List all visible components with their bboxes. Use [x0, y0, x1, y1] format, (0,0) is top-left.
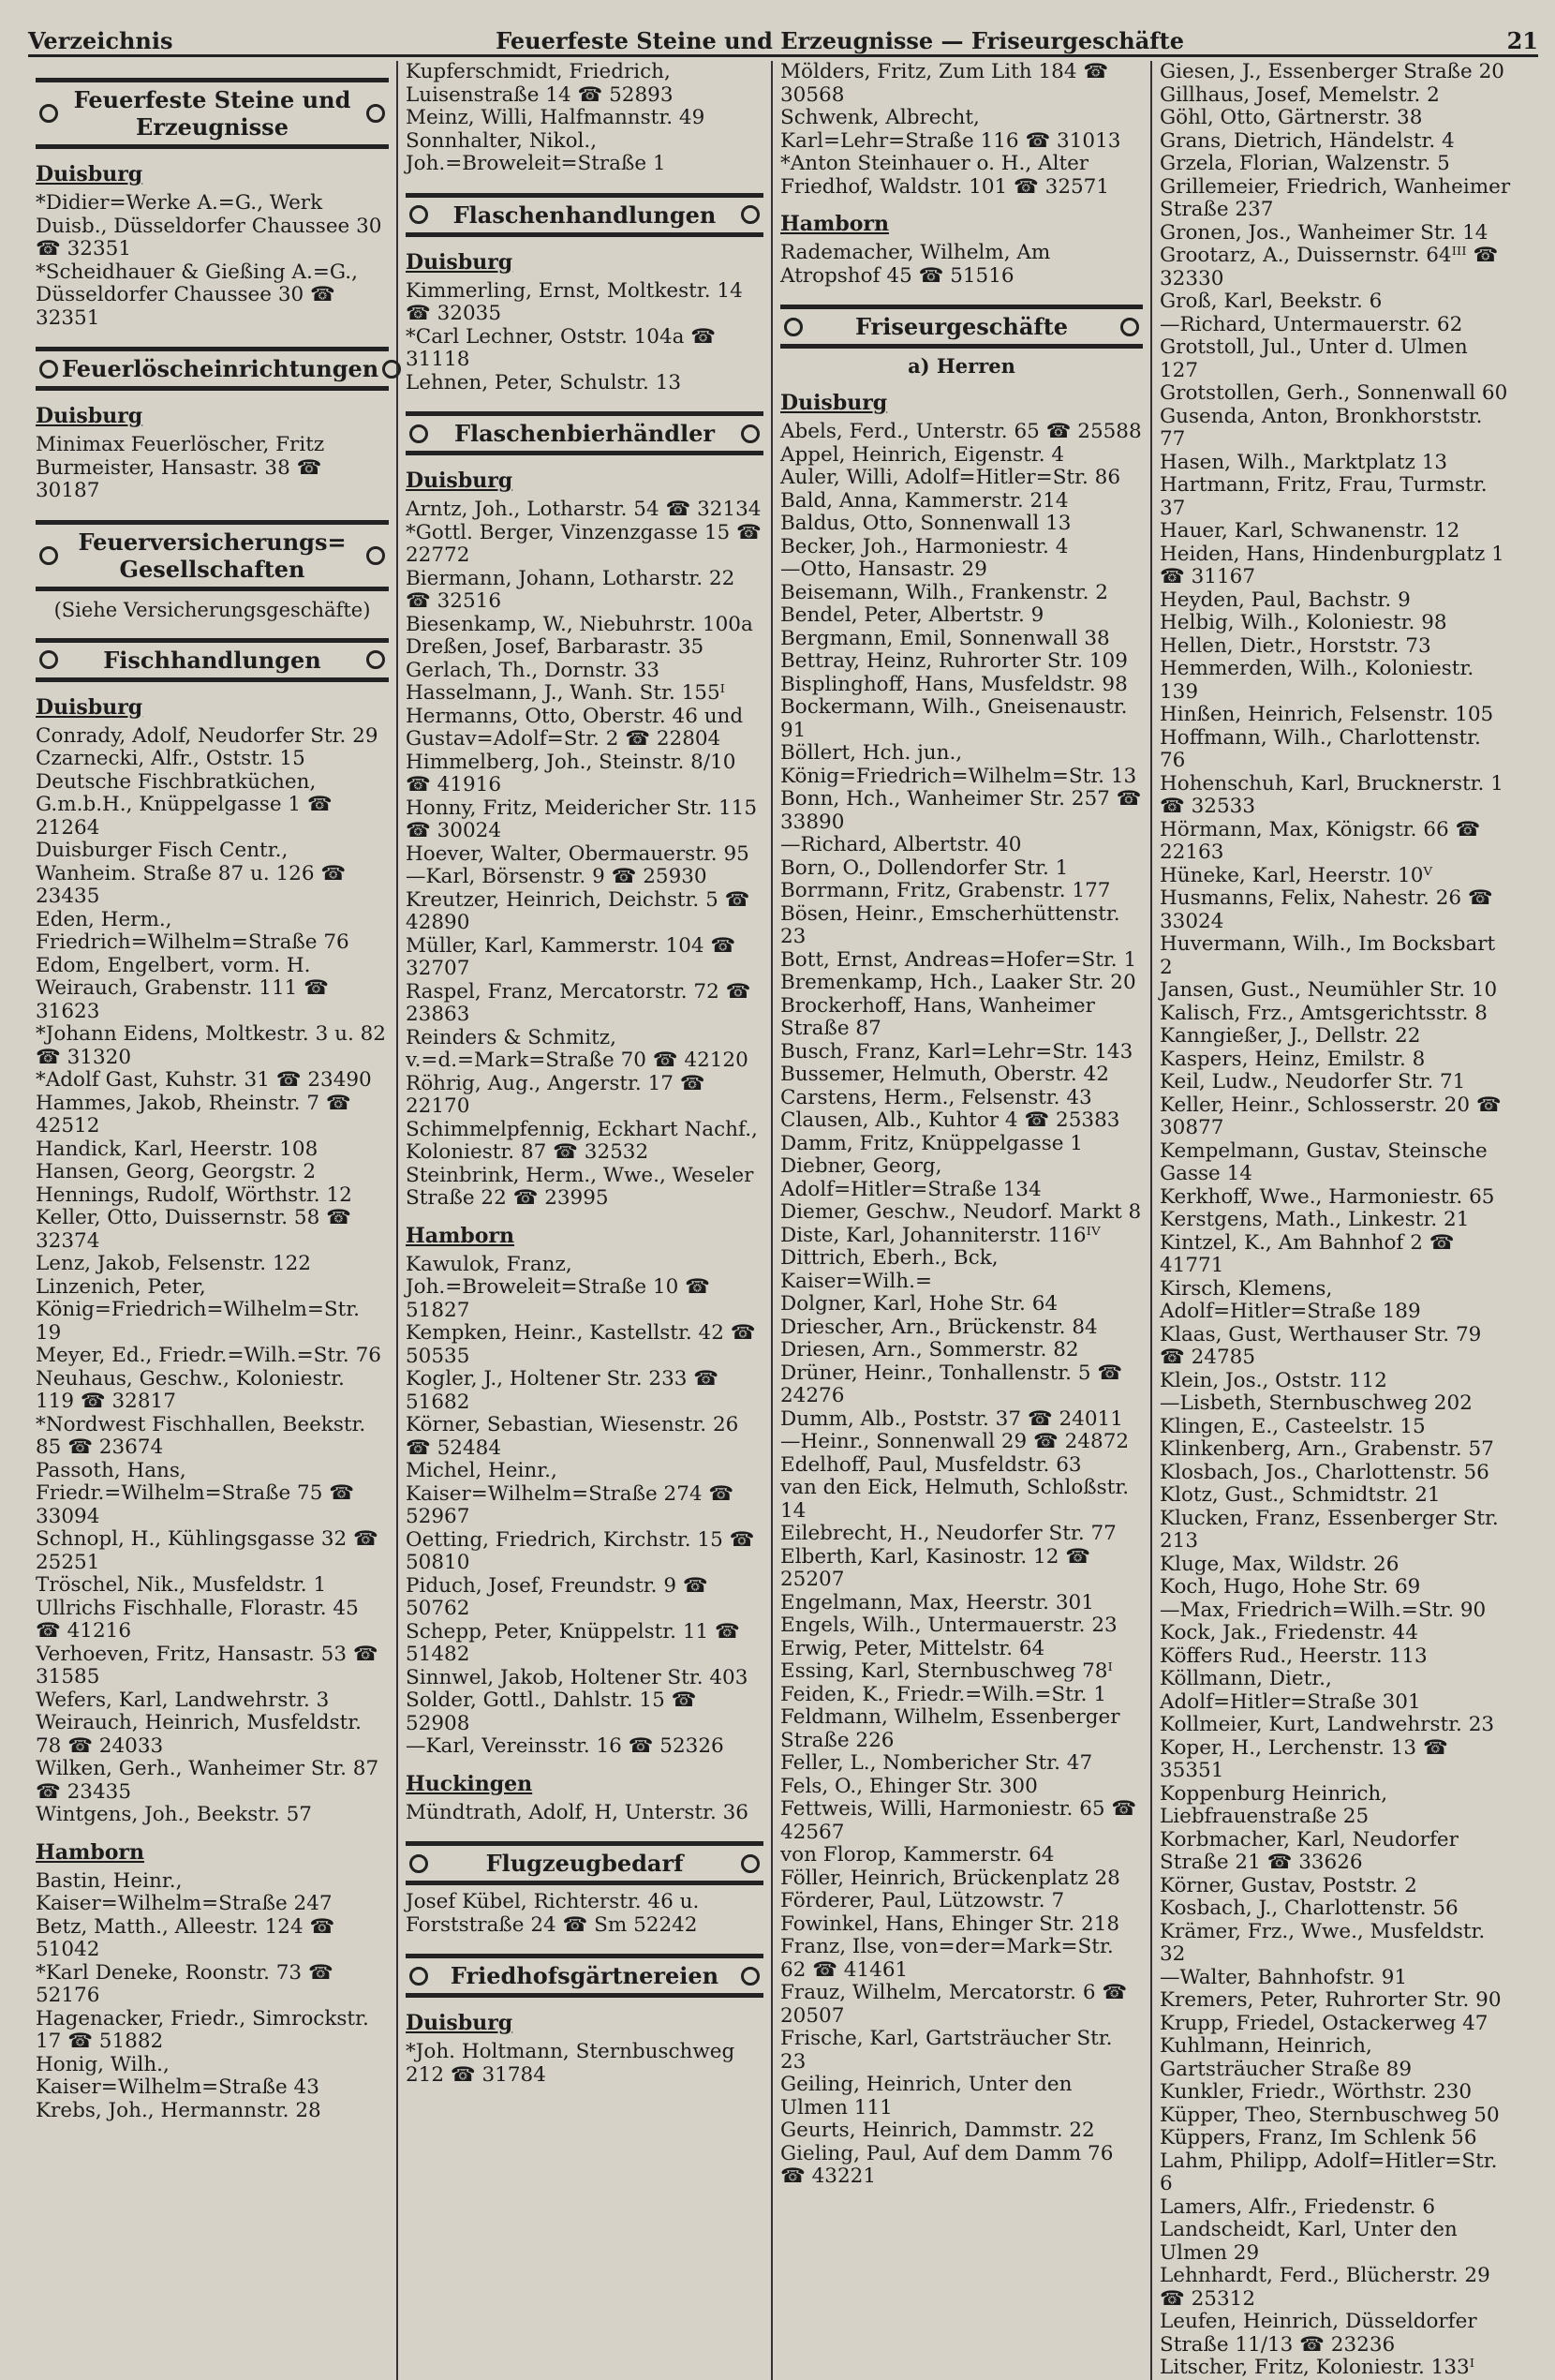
directory-entry: *Gottl. Berger, Vinzenzgasse 15 ☎ 22772 — [406, 520, 768, 567]
directory-entry: Kock, Jak., Friedenstr. 44 — [1160, 1621, 1418, 1644]
directory-entry: Kerkhoff, Wwe., Harmoniestr. 65 — [1160, 1184, 1495, 1209]
directory-entry: Kogler, J., Holtener Str. 233 ☎ 51682 — [406, 1367, 725, 1414]
directory-entry: Kuhlmann, Heinrich, Gartsträucher Straße 89 — [1160, 2034, 1412, 2081]
directory-entry: Kluge, Max, Wildstr. 26 — [1160, 1552, 1400, 1576]
section-heading — [406, 1841, 763, 1885]
directory-entry: Koper, H., Lerchenstr. 13 ☎ 35351 — [1160, 1735, 1455, 1782]
directory-entry: Keil, Ludw., Neudorfer Str. 71 — [1160, 1070, 1466, 1093]
column-3 — [773, 61, 1152, 2380]
directory-entry: Koch, Hugo, Hohe Str. 69 — [1160, 1575, 1421, 1599]
directory-entry: Meyer, Ed., Friedr.=Wilh.=Str. 76 — [36, 1344, 381, 1367]
directory-entry: Handick, Karl, Heerstr. 108 — [36, 1137, 318, 1161]
city-heading: Hamborn — [406, 1223, 514, 1248]
directory-entry: Leufen, Heinrich, Düsseldorfer Straße 11/13 ☎ 23236 — [1160, 2310, 1484, 2357]
directory-entry: Kempelmann, Gustav, Steinsche Gasse 14 — [1160, 1138, 1494, 1185]
section-title: Feuerversicherungs= Gesellschaften — [78, 528, 347, 583]
section-heading — [36, 347, 389, 391]
directory-entry: Dittrich, Eberh., Bck, Kaiser=Wilh.= — [780, 1246, 1005, 1293]
directory-entry: Föller, Heinrich, Brückenplatz 28 — [780, 1866, 1120, 1890]
directory-entry: Grotstoll, Jul., Unter d. Ulmen 127 — [1160, 335, 1474, 382]
directory-entry: Frauz, Wilhelm, Mercatorstr. 6 ☎ 20507 — [780, 1981, 1133, 2028]
directory-entry: Drüner, Heinr., Tonhallenstr. 5 ☎ 24276 — [780, 1361, 1129, 1407]
section-heading — [36, 520, 389, 591]
directory-entry: Grzela, Florian, Walzenstr. 5 — [1160, 152, 1450, 175]
directory-entry: Dreßen, Josef, Barbarastr. 35 — [406, 635, 704, 659]
directory-entry: Hermanns, Otto, Oberstr. 46 und Gustav=Adolf=Str. 2 ☎ 22804 — [406, 704, 750, 751]
subheading: a) Herren — [908, 354, 1015, 378]
directory-entry: Hörmann, Max, Königstr. 66 ☎ 22163 — [1160, 817, 1488, 864]
directory-entry: Wefers, Karl, Landwehrstr. 3 — [36, 1688, 330, 1712]
circle-ornament-icon — [741, 205, 760, 224]
directory-entry: Geurts, Heinrich, Dammstr. 22 — [780, 2119, 1095, 2142]
directory-entry: Mölders, Fritz, Zum Lith 184 ☎ 30568 — [780, 60, 1115, 107]
section-title: Friseurgeschäfte — [854, 313, 1069, 340]
directory-entry: Göhl, Otto, Gärtnerstr. 38 — [1160, 106, 1423, 129]
directory-entry: Diebner, Georg, Adolf=Hitler=Straße 134 — [780, 1154, 1042, 1201]
directory-entry: Dolgner, Karl, Hohe Str. 64 — [780, 1292, 1059, 1316]
directory-entry: Franz, Ilse, von=der=Mark=Str. 62 ☎ 41461 — [780, 1935, 1120, 1982]
directory-entry: Groß, Karl, Beekstr. 6 — [1160, 290, 1383, 313]
directory-entry: Küpper, Theo, Sternbuschweg 50 — [1160, 2103, 1500, 2127]
circle-ornament-icon — [741, 1967, 760, 1986]
directory-entry: Gusenda, Anton, Bronkhorststr. 77 — [1160, 404, 1489, 451]
directory-entry: —Walter, Bahnhofstr. 91 — [1160, 1965, 1408, 1989]
directory-entry: Hennings, Rudolf, Wörthstr. 12 — [36, 1183, 352, 1207]
directory-entry: Duisburger Fisch Centr., Wanheim. Straße 87 u. 126 ☎ 23435 — [36, 839, 352, 908]
page-number: 21 — [1506, 27, 1538, 54]
directory-entry: Kaspers, Heinz, Emilstr. 8 — [1160, 1047, 1426, 1071]
directory-entry: Lahm, Philipp, Adolf=Hitler=Str. 6 — [1160, 2149, 1504, 2195]
column-1 — [28, 61, 398, 2380]
section-title: Friedhofsgärtnereien — [450, 1962, 719, 1989]
directory-entry: Korbmacher, Karl, Neudorfer Straße 21 ☎ 33626 — [1160, 1827, 1465, 1874]
directory-entry: Raspel, Franz, Mercatorstr. 72 ☎ 23863 — [406, 979, 758, 1026]
directory-entry: Rademacher, Wilhelm, Am Atropshof 45 ☎ 51516 — [780, 241, 1058, 288]
directory-entry: Becker, Joh., Harmoniestr. 4 — [780, 534, 1069, 558]
directory-entry: —Heinr., Sonnenwall 29 ☎ 24872 — [780, 1430, 1130, 1453]
directory-entry: Lamers, Alfr., Friedenstr. 6 — [1160, 2194, 1436, 2219]
directory-entry: Weirauch, Heinrich, Musfeldstr. 78 ☎ 24033 — [36, 1711, 368, 1758]
section-heading — [780, 305, 1143, 349]
directory-entry: Diste, Karl, Johanniterstr. 116ᴵⱽ — [780, 1223, 1101, 1247]
directory-entry: van den Eick, Helmuth, Schloßstr. 14 — [780, 1476, 1135, 1523]
directory-entry: Piduch, Josef, Freundstr. 9 ☎ 50762 — [406, 1573, 715, 1620]
directory-entry: *Nordwest Fischhallen, Beekstr. 85 ☎ 23674 — [36, 1412, 373, 1459]
directory-entry: Böllert, Hch. jun., König=Friedrich=Wilhelm=Str. 13 — [780, 741, 1137, 788]
circle-ornament-icon — [741, 1854, 760, 1873]
directory-entry: Bockermann, Wilh., Gneisenaustr. 91 — [780, 695, 1134, 742]
directory-entry: Krämer, Frz., Wwe., Musfeldstr. 32 — [1160, 1919, 1492, 1966]
directory-entry: Klingen, E., Casteelstr. 15 — [1160, 1414, 1426, 1438]
directory-entry: Damm, Fritz, Knüppelgasse 1 — [780, 1131, 1083, 1155]
section-title: Flaschenbierhändler — [453, 420, 716, 447]
directory-entry: Schwenk, Albrecht, Karl=Lehr=Straße 116 ☎ 31013 — [780, 106, 1121, 153]
directory-entry: Tröschel, Nik., Musfeldstr. 1 — [36, 1573, 327, 1597]
directory-entry: Gillhaus, Josef, Memelstr. 2 — [1160, 82, 1440, 107]
circle-ornament-icon — [39, 650, 58, 669]
directory-entry: Kupferschmidt, Friedrich, Luisenstraße 14 ☎ 52893 — [406, 60, 677, 107]
columns — [28, 61, 1538, 2380]
directory-entry: Wilken, Gerh., Wanheimer Str. 87 ☎ 23435 — [36, 1757, 385, 1804]
directory-entry: Bussemer, Helmuth, Oberstr. 42 — [780, 1063, 1109, 1086]
directory-entry: Schnopl, H., Kühlingsgasse 32 ☎ 25251 — [36, 1527, 385, 1574]
directory-entry: Krupp, Friedel, Ostackerweg 47 — [1160, 2011, 1488, 2035]
directory-entry: Hasselmann, J., Wanh. Str. 155ᴵ — [406, 681, 725, 705]
directory-entry: Kremers, Peter, Ruhrorter Str. 90 — [1160, 1988, 1502, 2012]
header-title: Feuerfeste Steine und Erzeugnisse — Friseurgeschäfte — [496, 27, 1184, 54]
directory-entry: Köllmann, Dietr., Adolf=Hitler=Straße 301 — [1160, 1667, 1421, 1714]
directory-entry: Grootarz, A., Duissernstr. 64ᴵᴵᴵ ☎ 32330 — [1160, 244, 1505, 290]
directory-entry: Kerstgens, Math., Linkestr. 21 — [1160, 1208, 1470, 1231]
directory-entry: Heiden, Hans, Hindenburgplatz 1 ☎ 31167 — [1160, 542, 1511, 588]
circle-ornament-icon — [784, 318, 803, 336]
directory-entry: Bonn, Hch., Wanheimer Str. 257 ☎ 33890 — [780, 787, 1148, 834]
directory-entry: Solder, Gottl., Dahlstr. 15 ☎ 52908 — [406, 1688, 703, 1735]
section-title: Flugzeugbedarf — [485, 1850, 684, 1877]
directory-entry: Klucken, Franz, Essenberger Str. 213 — [1160, 1506, 1505, 1553]
city-heading: Huckingen — [406, 1771, 533, 1796]
directory-entry: Conrady, Adolf, Neudorfer Str. 29 — [36, 723, 378, 748]
city-heading: Duisburg — [36, 404, 143, 428]
directory-entry: Kimmerling, Ernst, Moltkestr. 14 ☎ 32035 — [406, 278, 749, 325]
section-heading — [36, 78, 389, 149]
directory-entry: Hammes, Jakob, Rheinstr. 7 ☎ 42512 — [36, 1091, 358, 1138]
circle-ornament-icon — [366, 546, 385, 565]
city-heading: Duisburg — [406, 2011, 513, 2035]
directory-entry: Driesen, Arn., Sommerstr. 82 — [780, 1338, 1079, 1361]
directory-entry: Eden, Herm., Friedrich=Wilhelm=Straße 76 — [36, 907, 349, 954]
directory-entry: Küppers, Franz, Im Schlenk 56 — [1160, 2126, 1477, 2149]
directory-entry: Engelmann, Max, Heerstr. 301 — [780, 1590, 1094, 1614]
directory-entry: Hartmann, Fritz, Frau, Turmstr. 37 — [1160, 473, 1494, 520]
column-4 — [1152, 61, 1519, 2380]
directory-entry: Huvermann, Wilh., Im Bocksbart 2 — [1160, 932, 1503, 979]
directory-entry: —Otto, Hansastr. 29 — [780, 558, 987, 581]
directory-entry: Kollmeier, Kurt, Landwehrstr. 23 — [1160, 1713, 1495, 1736]
city-heading: Duisburg — [780, 391, 888, 415]
directory-entry: Kanngießer, J., Dellstr. 22 — [1160, 1024, 1421, 1048]
directory-entry: Husmanns, Felix, Nahestr. 26 ☎ 33024 — [1160, 886, 1500, 933]
directory-entry: Bremenkamp, Hch., Laaker Str. 20 — [780, 971, 1136, 994]
directory-entry: Schepp, Peter, Knüppelstr. 11 ☎ 51482 — [406, 1619, 747, 1666]
directory-entry: *Adolf Gast, Kuhstr. 31 ☎ 23490 — [36, 1068, 372, 1092]
directory-entry: Arntz, Joh., Lotharstr. 54 ☎ 32134 — [406, 498, 762, 521]
directory-entry: Bisplinghoff, Hans, Musfeldstr. 98 — [780, 672, 1128, 696]
directory-entry: Clausen, Alb., Kuhtor 4 ☎ 25383 — [780, 1108, 1120, 1132]
directory-entry: Kirsch, Klemens, Adolf=Hitler=Straße 189 — [1160, 1276, 1421, 1323]
directory-entry: Honig, Wilh., Kaiser=Wilhelm=Straße 43 — [36, 2052, 319, 2099]
directory-entry: Busch, Franz, Karl=Lehr=Str. 143 — [780, 1039, 1133, 1064]
directory-entry: Hellen, Dietr., Horststr. 73 — [1160, 633, 1431, 658]
circle-ornament-icon — [1120, 318, 1139, 336]
directory-entry: *Didier=Werke A.=G., Werk Duisb., Düsseldorfer Chaussee 30 ☎ 32351 — [36, 191, 389, 260]
directory-entry: Hagenacker, Friedr., Simrockstr. 17 ☎ 51882 — [36, 2006, 376, 2053]
circle-ornament-icon — [409, 205, 428, 224]
directory-entry: Hoffmann, Wilh., Charlottenstr. 76 — [1160, 725, 1488, 772]
directory-entry: Elberth, Karl, Kasinostr. 12 ☎ 25207 — [780, 1544, 1097, 1591]
directory-entry: Kalisch, Frz., Amtsgerichtsstr. 8 — [1160, 1001, 1488, 1025]
directory-entry: Kempken, Heinr., Kastellstr. 42 ☎ 50535 — [406, 1321, 763, 1368]
directory-entry: Klotz, Gust., Schmidtstr. 21 — [1160, 1483, 1441, 1507]
directory-entry: Erwig, Peter, Mittelstr. 64 — [780, 1636, 1045, 1660]
directory-entry: Jansen, Gust., Neumühler Str. 10 — [1160, 978, 1498, 1002]
directory-entry: Beisemann, Wilh., Frankenstr. 2 — [780, 580, 1108, 604]
directory-entry: Hauer, Karl, Schwanenstr. 12 — [1160, 519, 1460, 543]
circle-ornament-icon — [39, 546, 58, 565]
directory-entry: Meinz, Willi, Halfmannstr. 49 — [406, 106, 705, 129]
section-heading — [406, 411, 763, 455]
directory-entry: Eilebrecht, H., Neudorfer Str. 77 — [780, 1522, 1117, 1545]
directory-entry: Grans, Dietrich, Händelstr. 4 — [1160, 128, 1455, 153]
directory-entry: Grillemeier, Friedrich, Wanheimer Straße 237 — [1160, 174, 1517, 221]
circle-ornament-icon — [366, 650, 385, 669]
directory-entry: Klaas, Gust, Werthauser Str. 79 ☎ 24785 — [1160, 1322, 1488, 1369]
directory-entry: Josef Kübel, Richterstr. 46 u. Forststraße 24 ☎ Sm 52242 — [406, 1890, 706, 1937]
directory-entry: Minimax Feuerlöscher, Fritz Burmeister, Hansastr. 38 ☎ 30187 — [36, 433, 332, 502]
directory-entry: Deutsche Fischbratküchen, G.m.b.H., Knüppelgasse 1 ☎ 21264 — [36, 769, 339, 840]
directory-entry: Hansen, Georg, Georgstr. 2 — [36, 1160, 317, 1183]
section-heading — [36, 638, 389, 682]
directory-entry: Lehnhardt, Ferd., Blücherstr. 29 ☎ 25312 — [1160, 2264, 1497, 2311]
circle-ornament-icon — [741, 424, 760, 443]
directory-entry: Bald, Anna, Kammerstr. 214 — [780, 488, 1069, 513]
directory-entry: *Joh. Holtmann, Sternbuschweg 212 ☎ 31784 — [406, 2040, 742, 2087]
header-left: Verzeichnis — [28, 27, 173, 54]
directory-entry: Schimmelpfennig, Eckhart Nachf., Koloniestr. 87 ☎ 32532 — [406, 1117, 764, 1164]
directory-entry: *Carl Lechner, Oststr. 104a ☎ 31118 — [406, 324, 722, 371]
directory-entry: Litscher, Fritz, Koloniestr. 133ᴵ — [1160, 2356, 1475, 2379]
directory-entry: Edelhoff, Paul, Musfeldstr. 63 — [780, 1452, 1082, 1477]
directory-entry: Steinbrink, Herm., Wwe., Weseler Straße 22 ☎ 23995 — [406, 1163, 761, 1210]
directory-entry: Oetting, Friedrich, Kirchstr. 15 ☎ 50810 — [406, 1527, 762, 1574]
circle-ornament-icon — [409, 1854, 428, 1873]
directory-entry: von Florop, Kammerstr. 64 — [780, 1843, 1055, 1867]
directory-entry: Neuhaus, Geschw., Koloniestr. 119 ☎ 32817 — [36, 1366, 351, 1413]
city-heading: Hamborn — [780, 212, 889, 236]
directory-entry: Fettweis, Willi, Harmoniestr. 65 ☎ 42567 — [780, 1797, 1144, 1844]
directory-entry: Fowinkel, Hans, Ehinger Str. 218 — [780, 1911, 1120, 1936]
directory-entry: Gieling, Paul, Auf dem Damm 76 ☎ 43221 — [780, 2141, 1120, 2188]
directory-entry: Czarnecki, Alfr., Oststr. 15 — [36, 747, 305, 770]
section-title: Feuerlöscheinrichtungen — [62, 355, 379, 382]
directory-entry: Lenz, Jakob, Felsenstr. 122 — [36, 1252, 311, 1275]
directory-entry: Hüneke, Karl, Heerstr. 10ⱽ — [1160, 863, 1433, 887]
directory-entry: Klein, Jos., Oststr. 112 — [1160, 1368, 1387, 1392]
directory-entry: Kintzel, K., Am Bahnhof 2 ☎ 41771 — [1160, 1230, 1461, 1277]
directory-entry: Diemer, Geschw., Neudorf. Markt 8 — [780, 1200, 1142, 1224]
page-header — [28, 21, 1538, 57]
directory-entry: —Karl, Vereinsstr. 16 ☎ 52326 — [406, 1734, 724, 1758]
directory-entry: Landscheidt, Karl, Unter den Ulmen 29 — [1160, 2218, 1464, 2265]
directory-entry: Hinßen, Heinrich, Felsenstr. 105 — [1160, 703, 1494, 726]
directory-entry: Frische, Karl, Gartsträucher Str. 23 — [780, 2027, 1119, 2074]
directory-entry: Wintgens, Joh., Beekstr. 57 — [36, 1803, 312, 1826]
directory-entry: —Richard, Untermauerstr. 62 — [1160, 312, 1463, 336]
directory-entry: Müller, Karl, Kammerstr. 104 ☎ 32707 — [406, 933, 743, 980]
directory-entry: Kreutzer, Heinrich, Deichstr. 5 ☎ 42890 — [406, 887, 757, 934]
circle-ornament-icon — [366, 104, 385, 123]
directory-entry: Helbig, Wilh., Koloniestr. 98 — [1160, 611, 1447, 634]
directory-entry: Kunkler, Friedr., Wörthstr. 230 — [1160, 2080, 1473, 2104]
directory-entry: Keller, Heinr., Schlosserstr. 20 ☎ 30877 — [1160, 1093, 1508, 1139]
section-title: Feuerfeste Steine und Erzeugnisse — [73, 86, 351, 141]
city-heading: Duisburg — [36, 694, 143, 720]
directory-entry: Klinkenberg, Arn., Grabenstr. 57 — [1160, 1437, 1494, 1461]
directory-entry: Passoth, Hans, Friedr.=Wilhelm=Straße 75 ☎ 33094 — [36, 1458, 361, 1528]
directory-entry: Ullrichs Fischhalle, Florastr. 45 ☎ 41216 — [36, 1596, 365, 1643]
city-heading: Duisburg — [406, 249, 513, 275]
directory-entry: Brockerhoff, Hans, Wanheimer Straße 87 — [780, 993, 1102, 1040]
circle-ornament-icon — [39, 104, 58, 123]
directory-entry: Sonnhalter, Nikol., Joh.=Broweleit=Straße 1 — [406, 128, 666, 175]
directory-entry: Hohenschuh, Karl, Brucknerstr. 1 ☎ 32533 — [1160, 771, 1510, 818]
directory-entry: —Karl, Börsenstr. 9 ☎ 25930 — [406, 865, 707, 888]
directory-entry: Hasen, Wilh., Marktplatz 13 — [1160, 450, 1448, 474]
circle-ornament-icon — [39, 360, 58, 379]
directory-entry: Giesen, J., Essenberger Straße 20 — [1160, 60, 1504, 83]
circle-ornament-icon — [409, 1967, 428, 1986]
directory-entry: —Richard, Albertstr. 40 — [780, 833, 1022, 856]
directory-entry: Auler, Willi, Adolf=Hitler=Str. 86 — [780, 466, 1121, 489]
directory-entry: Edom, Engelbert, vorm. H. Weirauch, Grabenstr. 111 ☎ 31623 — [36, 953, 335, 1023]
directory-entry: Körner, Sebastian, Wiesenstr. 26 ☎ 52484 — [406, 1413, 746, 1460]
section-heading — [406, 1954, 763, 1998]
directory-entry: Köffers Rud., Heerstr. 113 — [1160, 1644, 1428, 1668]
directory-entry: Honny, Fritz, Meidericher Str. 115 ☎ 30024 — [406, 796, 763, 842]
directory-entry: Krebs, Joh., Hermannstr. 28 — [36, 2098, 321, 2122]
directory-entry: Bastin, Heinr., Kaiser=Wilhelm=Straße 247 — [36, 1868, 333, 1915]
directory-entry: Driescher, Arn., Brückenstr. 84 — [780, 1315, 1098, 1339]
directory-entry: *Scheidhauer & Gießing A.=G., Düsseldorfer Chaussee 30 ☎ 32351 — [36, 260, 364, 330]
directory-entry: Gerlach, Th., Dornstr. 33 — [406, 658, 660, 682]
directory-entry: Carstens, Herm., Felsenstr. 43 — [780, 1085, 1092, 1109]
directory-entry: Appel, Heinrich, Eigenstr. 4 — [780, 442, 1065, 467]
city-heading: Duisburg — [406, 469, 513, 493]
directory-entry: Reinders & Schmitz, v.=d.=Mark=Straße 70 ☎ 42120 — [406, 1025, 748, 1072]
directory-entry: Abels, Ferd., Unterstr. 65 ☎ 25588 — [780, 420, 1142, 443]
directory-entry: Essing, Karl, Sternbuschweg 78ᴵ — [780, 1659, 1113, 1683]
directory-entry: Kawulok, Franz, Joh.=Broweleit=Straße 10 ☎ 51827 — [406, 1252, 717, 1322]
directory-entry: Gronen, Jos., Wanheimer Str. 14 — [1160, 220, 1488, 245]
directory-entry: Hemmerden, Wilh., Koloniestr. 139 — [1160, 657, 1481, 704]
directory-entry: Linzenich, Peter, König=Friedrich=Wilhelm=Str. 19 — [36, 1274, 366, 1345]
directory-entry: Förderer, Paul, Lützowstr. 7 — [780, 1889, 1065, 1912]
directory-entry: Lehnen, Peter, Schulstr. 13 — [406, 370, 682, 394]
directory-entry: Bendel, Peter, Albertstr. 9 — [780, 603, 1044, 627]
directory-entry: Engels, Wilh., Untermauerstr. 23 — [780, 1614, 1118, 1637]
directory-entry: —Max, Friedrich=Wilh.=Str. 90 — [1160, 1598, 1487, 1622]
directory-entry: Bösen, Heinr., Emscherhüttenstr. 23 — [780, 901, 1127, 948]
directory-entry: Michel, Heinr., Kaiser=Wilhelm=Straße 274 ☎ 52967 — [406, 1459, 741, 1528]
directory-entry: Sinnwel, Jakob, Holtener Str. 403 — [406, 1665, 748, 1689]
directory-entry: Mündtrath, Adolf, H, Unterstr. 36 — [406, 1800, 748, 1824]
directory-entry: Born, O., Dollendorfer Str. 1 — [780, 855, 1069, 880]
directory-entry: Biesenkamp, W., Niebuhrstr. 100a — [406, 612, 753, 636]
directory-entry: Borrmann, Fritz, Grabenstr. 177 — [780, 879, 1111, 902]
section-heading — [406, 193, 763, 237]
directory-entry: Betz, Matth., Alleestr. 124 ☎ 51042 — [36, 1914, 342, 1961]
directory-entry: Feller, L., Nombericher Str. 47 — [780, 1751, 1093, 1775]
city-heading: Duisburg — [36, 162, 143, 186]
directory-entry: Biermann, Johann, Lotharstr. 22 ☎ 32516 — [406, 566, 742, 613]
directory-entry: —Lisbeth, Sternbuschweg 202 — [1160, 1391, 1473, 1415]
directory-entry: *Karl Deneke, Roonstr. 73 ☎ 52176 — [36, 1960, 340, 2007]
directory-entry: Feiden, K., Friedr.=Wilh.=Str. 1 — [780, 1682, 1107, 1706]
directory-entry: Verhoeven, Fritz, Hansastr. 53 ☎ 31585 — [36, 1642, 385, 1688]
directory-entry: Bott, Ernst, Andreas=Hofer=Str. 1 — [780, 947, 1137, 972]
directory-entry: Hoever, Walter, Obermauerstr. 95 — [406, 841, 749, 866]
directory-entry: Heyden, Paul, Bachstr. 9 — [1160, 588, 1411, 612]
directory-entry: Baldus, Otto, Sonnenwall 13 — [780, 512, 1072, 535]
section-title: Fischhandlungen — [103, 646, 321, 674]
directory-entry: Klosbach, Jos., Charlottenstr. 56 — [1160, 1460, 1489, 1484]
directory-entry: Dumm, Alb., Poststr. 37 ☎ 24011 — [780, 1406, 1123, 1431]
directory-entry: *Johann Eidens, Moltkestr. 3 u. 82 ☎ 31320 — [36, 1022, 392, 1069]
directory-entry: Kosbach, J., Charlottenstr. 56 — [1160, 1897, 1459, 1920]
directory-entry: Grotstollen, Gerh., Sonnenwall 60 — [1160, 381, 1508, 405]
directory-entry: Geiling, Heinrich, Unter den Ulmen 111 — [780, 2073, 1079, 2120]
column-2 — [398, 61, 773, 2380]
section-title: Flaschenhandlungen — [452, 201, 717, 229]
directory-entry: Koppenburg Heinrich, Liebfrauenstraße 25 — [1160, 1781, 1394, 1828]
directory-entry: Bettray, Heinz, Ruhrorter Str. 109 — [780, 649, 1128, 673]
directory-entry: Körner, Gustav, Poststr. 2 — [1160, 1873, 1417, 1897]
directory-entry: Himmelberg, Joh., Steinstr. 8/10 ☎ 41916 — [406, 750, 743, 796]
directory-entry: Keller, Otto, Duissernstr. 58 ☎ 32374 — [36, 1206, 358, 1253]
city-heading: Hamborn — [36, 1839, 144, 1865]
note-text: (Siehe Versicherungsgeschäfte) — [53, 598, 371, 621]
directory-entry: Bergmann, Emil, Sonnenwall 38 — [780, 626, 1110, 650]
directory-entry: Röhrig, Aug., Angerstr. 17 ☎ 22170 — [406, 1071, 712, 1118]
directory-entry: *Anton Steinhauer o. H., Alter Friedhof, Waldstr. 101 ☎ 32571 — [780, 152, 1110, 199]
directory-entry: Feldmann, Wilhelm, Essenberger Straße 226 — [780, 1705, 1127, 1752]
circle-ornament-icon — [409, 424, 428, 443]
directory-entry: Fels, O., Ehinger Str. 300 — [780, 1774, 1038, 1798]
